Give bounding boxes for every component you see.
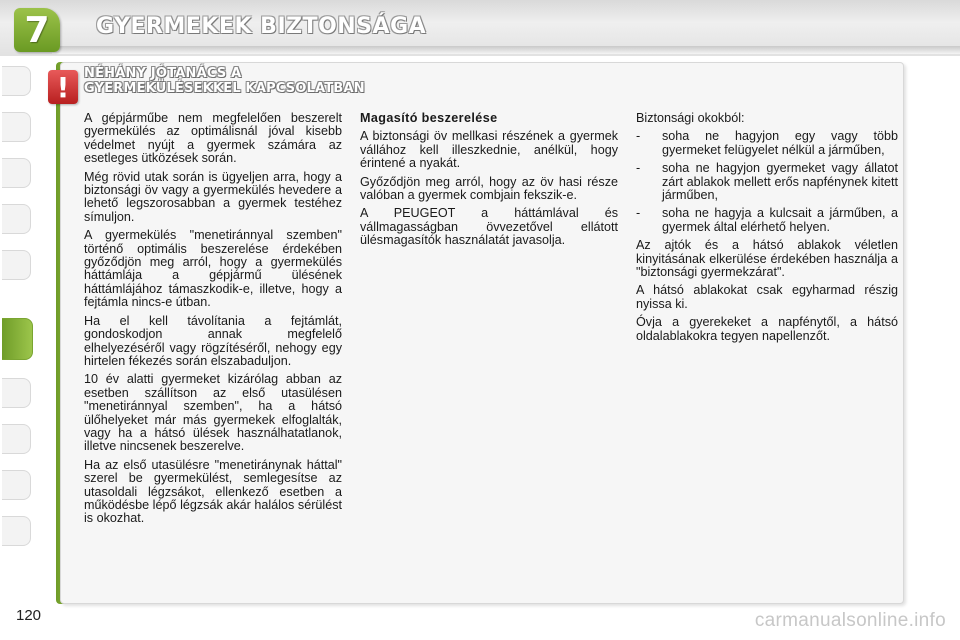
paragraph: Az ajtók és a hátsó ablakok véletlen kinyitásának elkerülése érdekében használja a "biztonsági gyermekzárat". bbox=[636, 238, 898, 280]
subsection-heading: Magasító beszerelése bbox=[360, 111, 498, 125]
chapter-tab-active[interactable] bbox=[2, 318, 33, 360]
chapter-tab[interactable] bbox=[2, 378, 31, 408]
list-item bbox=[636, 162, 898, 202]
list-item-text: soha ne hagyja a kulcsait a járműben, a gyermek által elérhető helyen. bbox=[662, 206, 898, 234]
list-item-text: soha ne hagyjon gyermeket vagy állatot zárt ablakok mellett erős napfénynek kitett járműben, bbox=[662, 161, 898, 203]
list-item bbox=[636, 207, 898, 234]
chapter-tabs bbox=[0, 60, 34, 580]
dash-bullet: - bbox=[636, 129, 641, 144]
chapter-number: 7 bbox=[24, 10, 50, 51]
section-title bbox=[84, 66, 365, 96]
paragraph: A biztonsági öv mellkasi részének a gyermek vállához kell illeszkednie, anélkül, hogy érintené a nyakát. bbox=[360, 129, 618, 171]
dash-bullet: - bbox=[636, 206, 641, 221]
column-3 bbox=[636, 112, 898, 348]
chapter-badge bbox=[14, 8, 60, 52]
paragraph: A PEUGEOT a háttámlával és vállmagasságban övvezetővel ellátott ülésmagasítók használatát javasolja. bbox=[360, 206, 618, 248]
paragraph: Óvja a gyerekeket a napfénytől, a hátsó oldalablakokra tegyen napellenzőt. bbox=[636, 315, 898, 343]
list-item bbox=[636, 130, 898, 157]
paragraph: A gyermekülés "menetiránnyal szemben" történő optimális beszerelése érdekében győződjön meg arról, hogy a gyermekülés háttámlája a gépjármű ülésének háttámlájához támaszkodik-e, illetve, hogy a fejtámla nincs-e útban. bbox=[84, 228, 342, 310]
paragraph: A gépjárműbe nem megfelelően beszerelt gyermekülés az optimálisnál jóval kisebb védelmet nyújt a gyermek számára az esetleges ütközések során. bbox=[84, 111, 342, 166]
header-underline bbox=[52, 46, 960, 54]
exclamation-icon: ! bbox=[56, 71, 70, 104]
safety-list bbox=[636, 130, 898, 234]
list-intro: Biztonsági okokból: bbox=[636, 111, 745, 125]
paragraph: Ha el kell távolítania a fejtámlát, gondoskodjon annak megfelelő elhelyezéséről vagy rögzítéséről, nehogy egy hirtelen fékezés során elszabaduljon. bbox=[84, 313, 342, 368]
chapter-tab[interactable] bbox=[2, 204, 31, 234]
warning-icon bbox=[48, 70, 78, 104]
paragraph: Győződjön meg arról, hogy az öv hasi része valóban a gyermek combjain fekszik-e. bbox=[360, 174, 618, 203]
column-2 bbox=[360, 112, 618, 253]
list-item-text: soha ne hagyjon egy vagy több gyermeket felügyelet nélkül a járműben, bbox=[662, 129, 898, 157]
chapter-tab[interactable] bbox=[2, 516, 31, 546]
chapter-tab[interactable] bbox=[2, 158, 31, 188]
chapter-tab[interactable] bbox=[2, 112, 31, 142]
chapter-title: GYERMEKEK BIZTONSÁGA bbox=[96, 14, 427, 39]
chapter-tab[interactable] bbox=[2, 66, 31, 96]
section-title-line1: NÉHÁNY JÓTANÁCS A bbox=[84, 66, 242, 81]
chapter-tab[interactable] bbox=[2, 250, 31, 280]
chapter-tab[interactable] bbox=[2, 470, 31, 500]
section-title-line2: GYERMEKÜLÉSEKKEL KAPCSOLATBAN bbox=[84, 81, 365, 96]
page-number: 120 bbox=[16, 607, 42, 624]
paragraph: A hátsó ablakokat csak egyharmad részig nyissa ki. bbox=[636, 283, 898, 311]
paragraph: Ha az első utasülésre "menetiránynak háttal" szerel be gyermekülést, semlegesítse az utasoldali légzsákot, ellenkező esetben a működésbe lépő légzsák akár halálos sérülést is okozhat. bbox=[84, 457, 342, 526]
paragraph: Még rövid utak során is ügyeljen arra, hogy a biztonsági öv vagy a gyermekülés hevedere a lehető legszorosabban a gyermek testéhez símuljon. bbox=[84, 169, 342, 224]
paragraph: 10 év alatti gyermeket kizárólag abban az esetben szállítson az első utasülésen "menetiránnyal szemben", ha a hátsó ülőhelyeket már más gyermekek elfoglalták, vagy ha a hátsó ülések használhatatlanok, illetve nincsenek beszerelve. bbox=[84, 372, 342, 454]
column-1 bbox=[84, 112, 342, 531]
dash-bullet: - bbox=[636, 161, 641, 176]
watermark: carmanualsonline.info bbox=[754, 610, 946, 631]
chapter-tab[interactable] bbox=[2, 424, 31, 454]
